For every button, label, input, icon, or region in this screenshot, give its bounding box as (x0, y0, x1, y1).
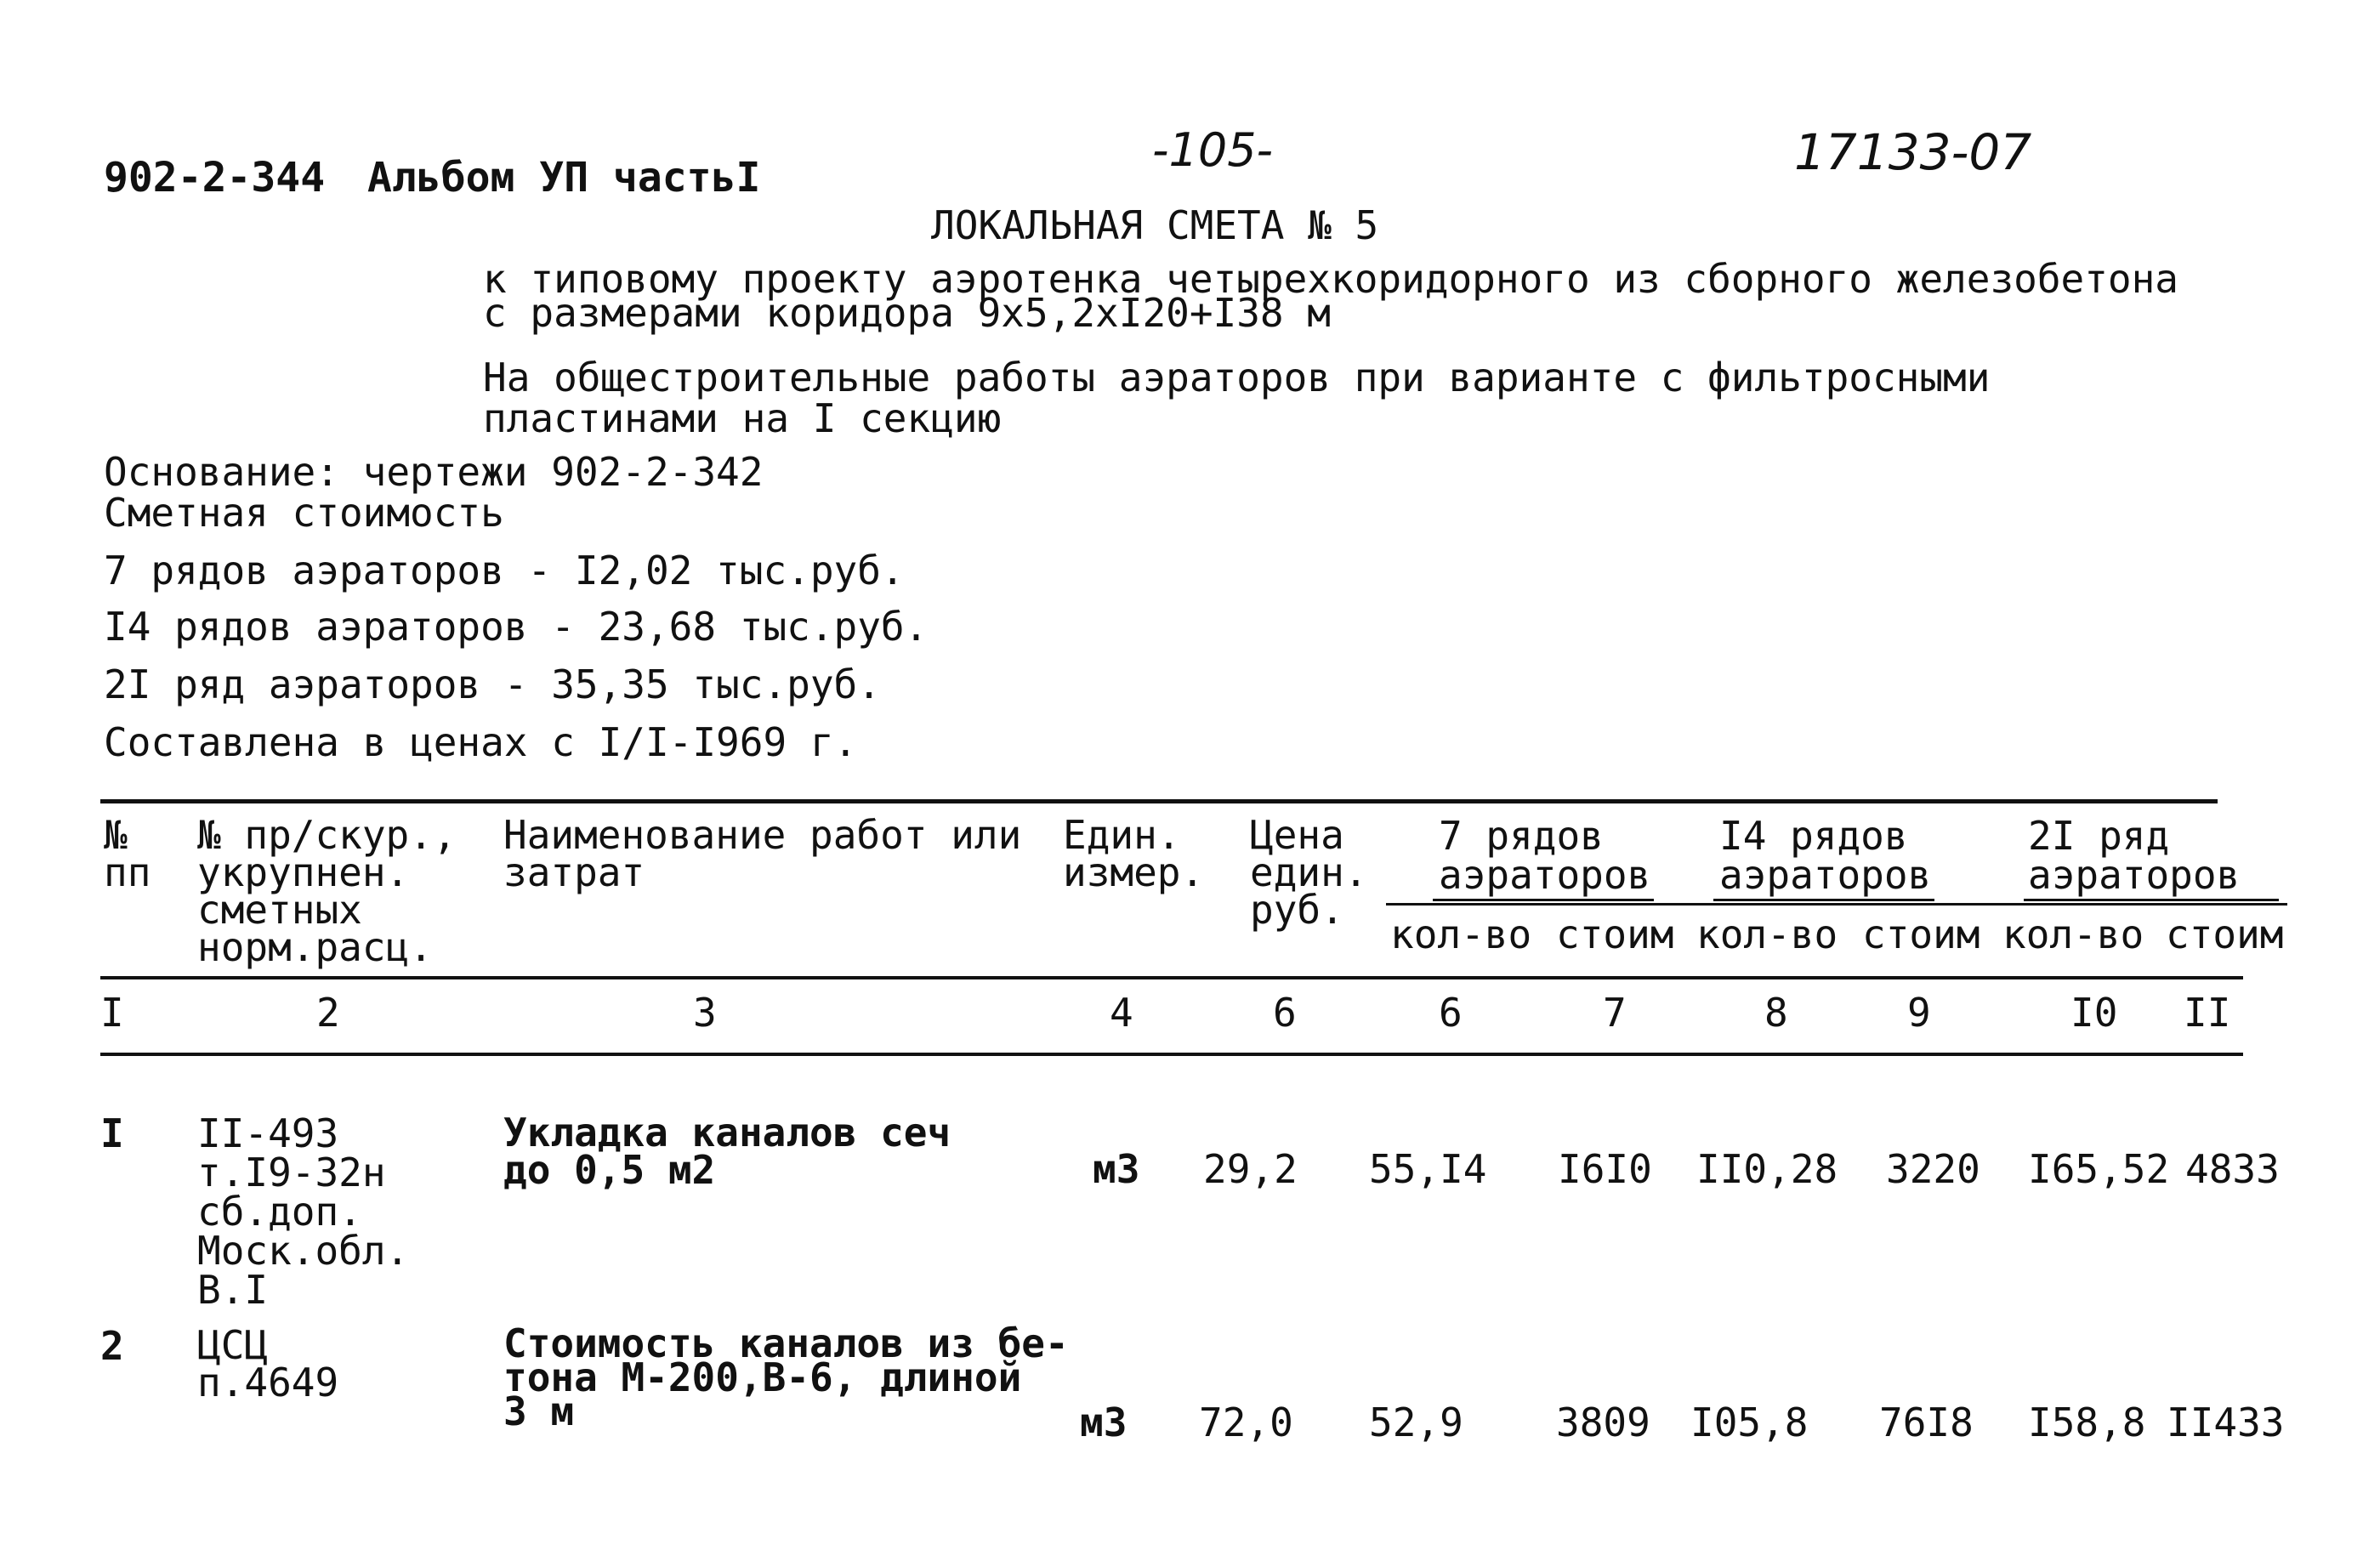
header-qty-21: кол-во (2002, 911, 2144, 957)
row-cost-21: 4833 (2185, 1146, 2280, 1192)
header-group-21: 2I ряд аэраторов (2028, 813, 2241, 898)
header-qty-7: кол-во (1390, 911, 1532, 957)
group7-underline (1433, 899, 1654, 901)
row-num: 2 (100, 1323, 124, 1369)
col-number-9: 9 (1907, 990, 1931, 1036)
row-cost-14: 76I8 (1879, 1400, 1974, 1445)
row-price: 72,0 (1199, 1400, 1293, 1445)
row-code: ЦСЦ п.4649 (197, 1322, 339, 1405)
row-cost-21: II433 (2167, 1400, 2285, 1445)
cost-7-rows: 7 рядов аэраторов - I2,02 тыс.руб. (104, 548, 905, 593)
row-qty-7: 55,I4 (1369, 1146, 1487, 1192)
purpose-text: На общестроительные работы аэраторов при варианте с фильтросными пластинами на I секцию (483, 355, 1991, 441)
prices-basis: Составлена в ценах с I/I-I969 г. (104, 719, 858, 765)
col-number-11: II (2184, 990, 2231, 1036)
table-top-rule (100, 799, 2218, 803)
page-number: -105- (1152, 123, 1274, 177)
col-number-1: I (100, 990, 124, 1036)
sheet-number: 17133-07 (1794, 123, 2032, 181)
col-number-2: 2 (316, 990, 340, 1036)
header-qty-14: кол-во (1696, 911, 1838, 957)
header-code: № пр/скур., укрупнен. сметных норм.расц. (197, 812, 457, 970)
page-title: ЛОКАЛЬНАЯ СМЕТА № 5 (931, 202, 1379, 248)
row-unit: м3 (1093, 1146, 1140, 1192)
header-cost-7: стоим (1556, 911, 1674, 957)
header-cost-21: стоим (2166, 911, 2284, 957)
col-number-8: 8 (1764, 990, 1788, 1036)
subheader-rule (1386, 903, 2287, 906)
header-bottom-rule (100, 976, 2243, 979)
col-number-10: I0 (2070, 990, 2118, 1036)
row-name: Укладка каналов сеч до 0,5 м2 (503, 1110, 951, 1193)
cost-14-rows: I4 рядов аэраторов - 23,68 тыс.руб. (104, 604, 929, 650)
doc-code: 902-2-344 (104, 154, 326, 202)
row-name: Стоимость каналов из бе- тона М-200,В-6, длиной 3 м (503, 1320, 1069, 1434)
header-name: Наименование работ или затрат (503, 812, 1022, 895)
row-qty-7: 52,9 (1369, 1400, 1463, 1445)
col-number-4: 4 (1110, 990, 1133, 1036)
estimated-cost-label: Сметная стоимость (104, 490, 504, 536)
row-qty-21: I65,52 (2028, 1146, 2170, 1192)
row-cost-14: 3220 (1886, 1146, 1980, 1192)
row-code: II-493 т.I9-32н сб.доп. Моск.обл. В.I (197, 1110, 410, 1313)
col-number-6b: 6 (1439, 990, 1463, 1036)
row-unit: м3 (1080, 1400, 1128, 1445)
subtitle: к типовому проекту аэротенка четырехкоридорного из сборного железобетона с размерами коридора 9х5,2хI20+I38 м (483, 256, 2178, 336)
group21-underline (2024, 899, 2279, 901)
row-cost-7: I6I0 (1558, 1146, 1652, 1192)
col-number-7: 7 (1603, 990, 1627, 1036)
col-number-3: 3 (693, 990, 717, 1036)
row-qty-21: I58,8 (2028, 1400, 2146, 1445)
row-num: I (100, 1110, 124, 1156)
cost-21-rows: 2I ряд аэраторов - 35,35 тыс.руб. (104, 661, 881, 707)
header-group-7: 7 рядов аэраторов (1439, 813, 1651, 898)
header-num: № пп (104, 812, 151, 895)
colnum-bottom-rule (100, 1053, 2243, 1056)
header-cost-14: стоим (1862, 911, 1980, 957)
header-unit: Един. измер. (1063, 812, 1205, 895)
row-price: 29,2 (1203, 1146, 1298, 1192)
group14-underline (1713, 899, 1934, 901)
row-qty-14: II0,28 (1696, 1146, 1838, 1192)
header-price: Цена един. руб. (1250, 812, 1368, 933)
row-cost-7: 3809 (1556, 1400, 1650, 1445)
basis-line: Основание: чертежи 902-2-342 (104, 449, 764, 495)
album-label: Альбом УП частьI (367, 154, 761, 202)
header-group-14: I4 рядов аэраторов (1719, 813, 1932, 898)
row-qty-14: I05,8 (1690, 1400, 1809, 1445)
col-number-6a: 6 (1273, 990, 1297, 1036)
